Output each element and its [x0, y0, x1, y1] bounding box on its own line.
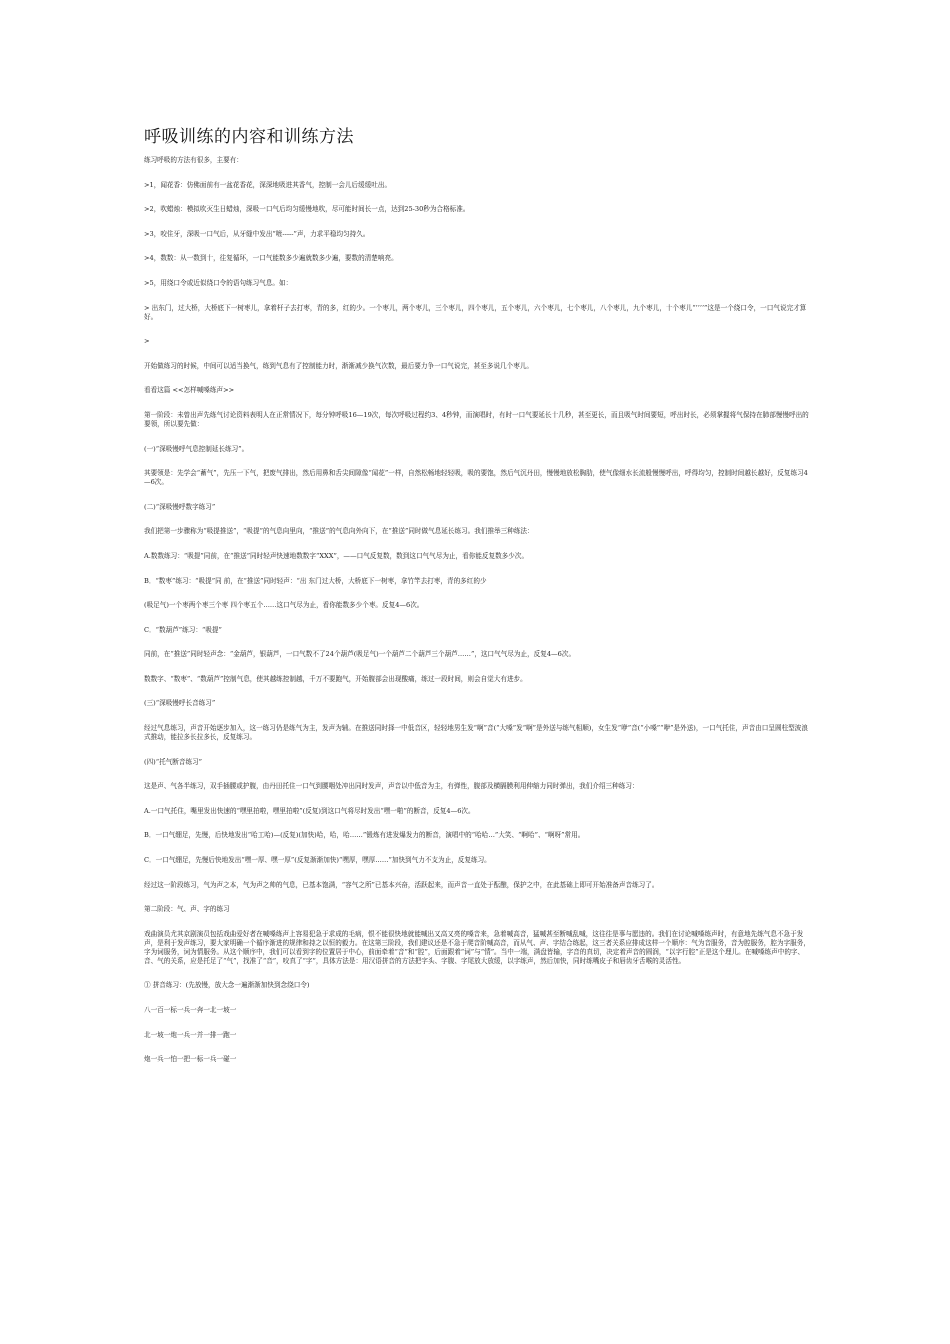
paragraph: 第二阶段：气、声、字的练习 [144, 905, 230, 914]
paragraph: 戏曲演员尤其京剧演员包括戏曲爱好者在喊嗓练声上容易犯急于求成的毛病，恨不能很快地就能喊出又高又亮的嗓音来，急着喊高音，猛喊甚至断喊乱喊，这往往是事与愿违的。我们在讨论喊嗓练声时，有意地先练气息不急于发声，是利于发声练习，要大家明确一个循序渐进的规律和持之以恒的毅力。在这第三阶段，我们建议还是不急于爬音阶喊高音，而从气、声、字结合练起，这三者关系应排成这样一个顺序：气为音服务，音为腔服务，腔为字服务，字为词服务，词为情服务。从这个顺序中，我们可以看到字的位置居于中心，前面牵着“音”和“腔”，后面跟着“词”与“情”。当中一端，满盘皆输，字音的真切，决定着声音的圆润，“以字行腔”正是这个理儿。在喊嗓练声中的字、音、气的关系，应是托足了“气”，找准了“音”，咬真了“字”，具体方法是：用汉语拼音的方法把字头、字腹、字尾放大放缓，以字练声，然后加快，同时练嘴皮子和唇齿牙舌喉的灵活性。 [144, 929, 810, 965]
paragraph: >2，吹蜡烛：模拟吹灭生日蜡烛，深吸一口气后均匀缓慢地吹，尽可能时间长一点，达到25-30秒为合格标准。 [144, 205, 470, 214]
paragraph: ① 拼音练习：(先放慢，放大念一遍渐渐加快到念绕口令) [144, 981, 310, 990]
paragraph: 数数字、“数枣”、“数葫芦”控制气息，使其越练控制越，千万不要跑气，开始腹部会出现酸痛，练过一段时间，则会自觉大有进步。 [144, 674, 527, 683]
paragraph: >1，闻花香：仿佛面前有一盆花香花，深深地吸进其香气，控制一会儿后缓缓吐出。 [144, 180, 392, 189]
paragraph: 经过这一阶段练习，气为声之本，气为声之帅的气息，已基本饱满，“容气之所”已基本兴奋，活跃起来，而声音一直处于酝酿，保护之中，在此基础上即可开始准备声音练习了。 [144, 880, 659, 889]
paragraph: 八一百一标一兵一奔一北一坡一 [144, 1006, 237, 1014]
paragraph: B．一口气绷足，先慢，后快地发出“哈工哈)—(反复)(加快)哈，哈，哈……”锻炼有进发爆发力的断音，演唱中的“哈哈…”大笑、“啊哈”、“啊呀”常用。 [144, 831, 585, 840]
paragraph: > 出东门，过大桥，大桥底下一树枣儿，拿着杆子去打枣，青的多，红的少。一个枣儿，两个枣儿，三个枣儿，四个枣儿，五个枣儿，六个枣儿，七个枣儿，八个枣儿，九个枣儿，十个枣儿“’’’’”这是一个绕口令，一口气说完才算好。 [144, 303, 807, 321]
document-body [144, 126, 814, 1080]
paragraph: 炮一兵一怕一把一标一兵一碰一 [144, 1055, 237, 1064]
paragraph: 看看这篇 <<怎样喊嗓练声>> [144, 386, 235, 395]
paragraph: A.数数练习：“吸提”同前，在“推送”同时轻声快速地数数字“XXX”，——口气反复数，数到这口气气尽为止，看你能反复数多少次。 [144, 551, 529, 560]
paragraph: 练习呼吸的方法有很多，主要有： [144, 156, 243, 164]
paragraph: >4，数数：从一数到十，往复循环，一口气能数多少遍就数多少遍，要数的清楚响亮。 [144, 254, 398, 263]
paragraph: (吸足气)一个枣两个枣三个枣 四个枣五个……这口气尽为止，看你能数多少个枣。反复4—6次。 [144, 601, 424, 610]
paragraph: 同前，在“推送”同时轻声念：“金葫芦，银葫芦，一口气数不了24个葫芦(吸足气)一个葫芦二个葫芦三个葫芦……”，这口气气尽为止，反复4—6次。 [144, 650, 576, 659]
paragraph: 我们把第一步骤称为“吸提推送”，“吸提”的气息向里向，“推送”的气息向外向下，在“推送”同时做气息延长练习。我们推举三种练法： [144, 527, 534, 536]
paragraph: > [144, 337, 150, 346]
paragraph: 其要领是：先学会“蓄气”，先压一下气，把废气排出，然后用鼻和舌尖间隙像“闻花”一样，自然松畅地轻轻吸，吸的要饱，然后气沉丹田，慢慢地放松胸肋，使气像细水长流般慢慢呼出，呼得均匀，控制时间越长越好，反复练习4—6次。 [144, 469, 808, 487]
paragraph: A.一口气托住，嘴里发出快速的“嘿里拍啦，嘿里拍啦”(反复)到这口气将尽时发出“嘿一啪”的断音，反复4—6次。 [144, 806, 475, 815]
paragraph: C．一口气绷足，先慢后快地发出“嘿一厚、嘿一厚”(反复渐渐加快)“嘿厚，嘿厚……”加快到气力不支为止，反复练习。 [144, 856, 491, 865]
paragraph: B．“数枣”练习：“吸提”同 前，在“推送”同时轻声：“出 东门过大桥，大桥底下一树枣，拿竹竿去打枣，青的多红的少 [144, 576, 487, 585]
paragraph: 开始做练习的时候，中间可以适当换气，练到气息有了控制能力时，渐渐减少换气次数，最后要力争一口气说完，甚至多说几个枣儿。 [144, 361, 534, 370]
paragraph: >5，用绕口令或近似绕口令的语句练习气息。如： [144, 278, 293, 287]
paragraph: 北一坡一炮一兵一并一排一跑一 [144, 1030, 237, 1039]
paragraph: (四)“托气断音练习” [144, 757, 203, 766]
paragraph: >3，咬住牙，深吸一口气后，从牙缝中发出“咝-----”声，力求平稳均匀持久。 [144, 229, 370, 238]
paragraph: C．“数葫芦”练习：“吸提” [144, 625, 222, 634]
paragraph: 这是声、气各半练习，双手插腰或护腹，由丹田托住一口气到腰咽处冲出同时发声，声音以中低音为主，有弹性，腹部及横膈膜利用伸缩力同时弹出，我们介绍三种练习： [144, 782, 639, 791]
page-title: 呼吸训练的内容和训练方法 [144, 127, 354, 147]
paragraph: 第一阶段：未曾出声先练气讨论资料表明人在正常情况下，每分钟呼吸16—19次，每次呼吸过程约3、4秒钟，而演唱时，有时一口气要延长十几秒，甚至更长，而且吸气时间要短，呼出时长，必须掌握将气保持在肺部慢慢呼出的要领，所以要先做： [144, 410, 809, 428]
paragraph-list [144, 156, 814, 1064]
paragraph: (一)“深吸慢呼气息控制延长练习”。 [144, 444, 249, 453]
paragraph: (三)“深吸慢呼长音练习” [144, 699, 216, 708]
paragraph: 经过气息练习，声音开始逐步加入，这一练习仍是练气为主，发声为辅。在推送同时择一中低音区，轻轻地男生发“啊”音(“大嗓”发“啊”是外送与练气相顺)，女生发“咿”音(“小嗓”“咿”是外送)，一口气托住，声音由口呈圆柱型波浪式推动，能拉多长拉多长，反复练习。 [144, 724, 808, 742]
paragraph: (二)“深吸慢呼数字练习” [144, 502, 216, 511]
